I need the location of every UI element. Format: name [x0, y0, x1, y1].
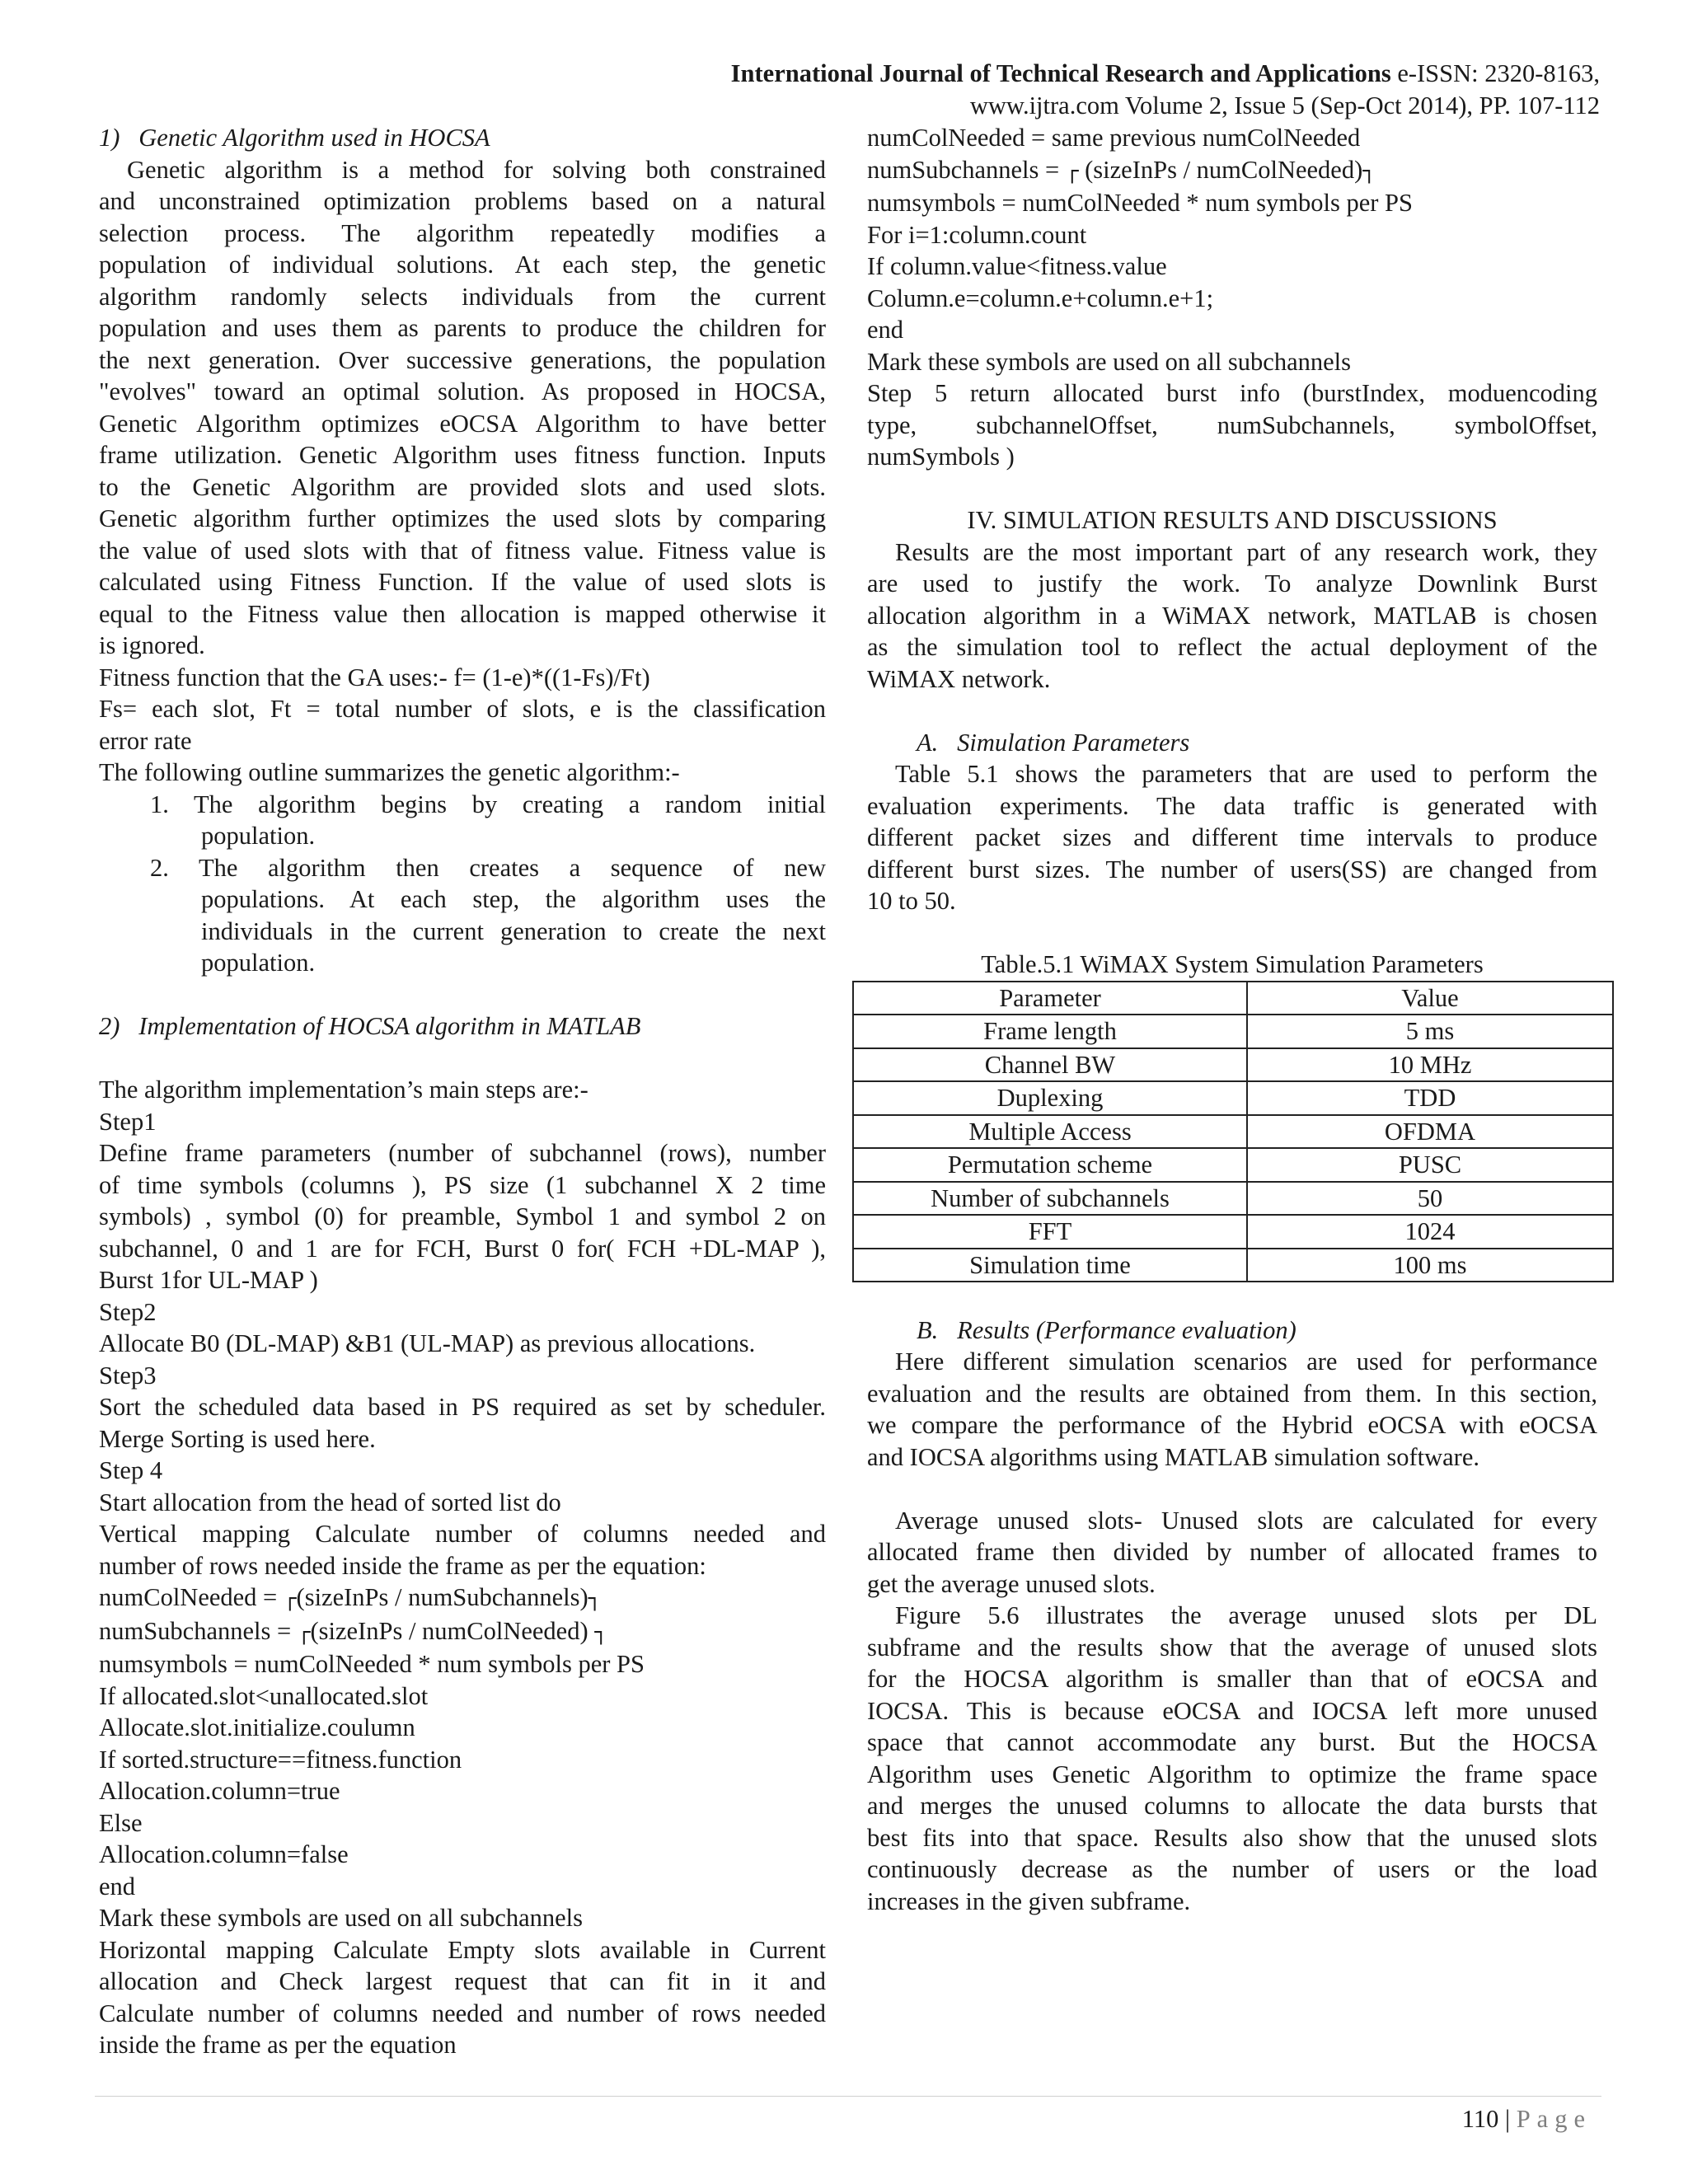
table-cell: 5 ms	[1247, 1015, 1613, 1048]
ga-line: selection process. The algorithm repeatedly modifies a	[99, 218, 826, 247]
fig-line: subframe and the results show that the average of unused slots	[867, 1633, 1597, 1661]
ceil-open-icon: ┌	[297, 1619, 311, 1645]
step3-line: Merge Sorting is used here.	[99, 1424, 376, 1453]
ga-line: to the Genetic Algorithm are provided slots and used slots.	[99, 472, 826, 501]
parameters-table	[852, 981, 1614, 1283]
subA-line: different packet sizes and different time intervals to produce	[867, 823, 1597, 851]
step1-line: Burst 1for UL-MAP )	[99, 1266, 318, 1294]
step5-line: numSymbols )	[867, 443, 1015, 471]
sec4-line: WiMAX network.	[867, 664, 1051, 693]
equation-rhs: (sizeInPs / numSubchannels)	[296, 1583, 588, 1611]
equation-lhs: numSubchannels =	[99, 1616, 298, 1645]
code-line: numColNeeded = same previous numColNeeded	[867, 124, 1361, 152]
step4-label: Step 4	[99, 1456, 163, 1484]
table-cell: Simulation time	[853, 1249, 1247, 1282]
ceil-close-icon: ┐	[588, 1586, 602, 1611]
code-line: Column.e=column.e+column.e+1;	[867, 284, 1214, 312]
vertical-mapping-line: number of rows needed inside the frame as per the equation:	[99, 1551, 706, 1580]
step5-line: Step 5 return allocated burst info (burstIndex, moduencoding	[867, 379, 1597, 407]
fig-line: space that cannot accommodate any burst. But the HOCSA	[867, 1728, 1597, 1756]
vertical-mapping-line: Vertical mapping Calculate number of columns needed and	[99, 1520, 826, 1548]
step1-line: symbols) , symbol (0) for preamble, Symbol 1 and symbol 2 on	[99, 1202, 826, 1230]
header-line-2: www.ijtra.com Volume 2, Issue 5 (Sep-Oct 2014), PP. 107-112	[969, 91, 1600, 120]
fig-line: IOCSA. This is because eOCSA and IOCSA left more unused	[867, 1696, 1597, 1725]
fig-line: Algorithm uses Genetic Algorithm to optimize the frame space	[867, 1760, 1597, 1788]
avg-line: allocated frame then divided by number of allocated frames to	[867, 1538, 1597, 1566]
subB-line: and IOCSA algorithms using MATLAB simulation software.	[867, 1442, 1479, 1471]
subsection-heading-a: A. Simulation Parameters	[917, 728, 1190, 757]
table-row	[853, 1249, 1613, 1282]
page-header	[731, 58, 1600, 121]
list-number: 2.	[150, 853, 169, 882]
table-cell: Number of subchannels	[853, 1182, 1247, 1216]
ga-line: Genetic Algorithm optimizes eOCSA Algorithm to have better	[99, 409, 826, 438]
fs-definition: Fs= each slot, Ft = total number of slots, e is the classification	[99, 695, 826, 723]
ga-line: frame utilization. Genetic Algorithm uses fitness function. Inputs	[99, 441, 826, 469]
fig-line: Figure 5.6 illustrates the average unused slots per DL	[895, 1601, 1597, 1629]
page-number: 110 |	[1461, 2105, 1517, 2133]
code-line: Mark these symbols are used on all subchannels	[99, 1904, 583, 1932]
step2-label: Step2	[99, 1297, 157, 1326]
subA-line: evaluation experiments. The data traffic is generated with	[867, 791, 1597, 820]
list-text: The algorithm then creates a sequence of new	[198, 853, 826, 882]
ga-line: and unconstrained optimization problems based on a natural	[99, 187, 826, 215]
table-caption: Table.5.1 WiMAX System Simulation Parameters	[981, 950, 1484, 978]
table-cell: 10 MHz	[1247, 1048, 1613, 1082]
code-line: numsymbols = numColNeeded * num symbols per PS	[99, 1650, 645, 1678]
ceil-close-icon: ┐	[594, 1619, 607, 1645]
code-line: end	[99, 1872, 136, 1900]
ga-line: calculated using Fitness Function. If the value of used slots is	[99, 568, 826, 596]
equation-lhs: numSubchannels =	[867, 155, 1066, 184]
sec4-line: as the simulation tool to reflect the actual deployment of the	[867, 633, 1597, 661]
step3-label: Step3	[99, 1361, 157, 1390]
ga-line: Genetic algorithm is a method for solving both constrained	[127, 155, 826, 184]
header-line-1	[731, 58, 1600, 90]
subB-line: evaluation and the results are obtained from them. In this section,	[867, 1379, 1597, 1408]
ceil-open-icon: ┌	[283, 1586, 297, 1611]
fig-line: for the HOCSA algorithm is smaller than that of eOCSA and	[867, 1665, 1597, 1693]
sec4-line: allocation algorithm in a WiMAX network, MATLAB is chosen	[867, 601, 1597, 630]
table-cell: Frame length	[853, 1015, 1247, 1048]
horizontal-mapping-line: Horizontal mapping Calculate Empty slots available in Current	[99, 1935, 826, 1964]
table-cell: 100 ms	[1247, 1249, 1613, 1282]
fig-line: increases in the given subframe.	[867, 1886, 1191, 1915]
list-item-cont: individuals in the current generation to create the next	[201, 916, 826, 945]
fig-line: continuously decrease as the number of users or the load	[867, 1855, 1597, 1883]
table-cell: Permutation scheme	[853, 1148, 1247, 1182]
list-text: The algorithm begins by creating a random initial	[194, 790, 827, 818]
list-item-cont: population.	[201, 822, 316, 850]
ga-steps-list	[99, 789, 826, 979]
section-heading-iv: IV. SIMULATION RESULTS AND DISCUSSIONS	[967, 506, 1498, 534]
subB-line: we compare the performance of the Hybrid eOCSA with eOCSA	[867, 1411, 1597, 1439]
sec4-line: are used to justify the work. To analyze Downlink Burst	[867, 569, 1597, 598]
step1-line: subchannel, 0 and 1 are for FCH, Burst 0 for( FCH +DL-MAP ),	[99, 1234, 826, 1263]
left-column	[99, 122, 826, 2061]
table-row	[853, 1148, 1613, 1182]
ga-line: "evolves" toward an optimal solution. As proposed in HOCSA,	[99, 377, 826, 405]
table-row	[853, 1015, 1613, 1048]
step4-start: Start allocation from the head of sorted list do	[99, 1488, 561, 1516]
table-header-cell: Parameter	[853, 982, 1247, 1015]
ga-paragraph	[99, 154, 826, 662]
code-line: Mark these symbols are used on all subchannels	[867, 347, 1351, 376]
table-row	[853, 1048, 1613, 1082]
table-header-row	[853, 982, 1613, 1015]
journal-title: International Journal of Technical Research and Applications	[730, 59, 1391, 87]
avg-line: get the average unused slots.	[867, 1569, 1156, 1598]
footer-divider	[95, 2096, 1601, 2097]
table-cell: PUSC	[1247, 1148, 1613, 1182]
ga-line: the next generation. Over successive generations, the population	[99, 345, 826, 374]
ga-line: is ignored.	[99, 631, 205, 659]
table-row	[853, 1182, 1613, 1216]
subsection-heading-b: B. Results (Performance evaluation)	[917, 1315, 1296, 1344]
table-cell: 50	[1247, 1182, 1613, 1216]
code-line: Allocate.slot.initialize.coulumn	[99, 1713, 415, 1741]
page-word: Page	[1516, 2105, 1592, 2133]
table-row	[853, 1115, 1613, 1149]
table-header-cell: Value	[1247, 982, 1613, 1015]
ceil-close-icon: ┐	[1362, 158, 1376, 184]
table-cell: Channel BW	[853, 1048, 1247, 1082]
ga-line: Genetic algorithm further optimizes the used slots by comparing	[99, 504, 826, 532]
list-item-cont: populations. At each step, the algorithm uses the	[201, 885, 826, 913]
step2-text: Allocate B0 (DL-MAP) &B1 (UL-MAP) as previous allocations.	[99, 1329, 756, 1357]
horizontal-mapping-line: Calculate number of columns needed and number of rows needed	[99, 1999, 826, 2027]
list-number: 1.	[150, 790, 169, 818]
subA-line: 10 to 50.	[867, 887, 956, 915]
subB-line: Here different simulation scenarios are used for performance	[895, 1347, 1597, 1376]
step3-line: Sort the scheduled data based in PS required as set by scheduler.	[99, 1393, 826, 1421]
table-row	[853, 1215, 1613, 1249]
page-footer	[1462, 2103, 1592, 2135]
ga-line: the value of used slots with that of fitness value. Fitness value is	[99, 536, 826, 565]
code-line: If sorted.structure==fitness.function	[99, 1745, 462, 1774]
equation-numsubchannels	[99, 1615, 826, 1649]
list-item	[99, 789, 826, 821]
ceil-open-icon: ┌	[1065, 158, 1079, 184]
code-line: Else	[99, 1808, 143, 1837]
table-cell: Multiple Access	[853, 1115, 1247, 1149]
subA-line: different burst sizes. The number of users(SS) are changed from	[867, 855, 1597, 883]
avg-line: Average unused slots- Unused slots are calculated for every	[895, 1506, 1597, 1535]
step1-line: of time symbols (columns ), PS size (1 subchannel X 2 time	[99, 1170, 826, 1199]
outline-intro: The following outline summarizes the genetic algorithm:-	[99, 758, 680, 786]
subA-line: Table 5.1 shows the parameters that are used to perform the	[895, 760, 1597, 788]
step5-line: type, subchannelOffset, numSubchannels, symbolOffset,	[867, 410, 1597, 439]
code-line: Allocation.column=false	[99, 1840, 349, 1868]
equation-lhs: numColNeeded =	[99, 1583, 284, 1611]
impl-intro: The algorithm implementation’s main steps are:-	[99, 1076, 588, 1104]
code-line: If allocated.slot<unallocated.slot	[99, 1681, 429, 1710]
ga-line: equal to the Fitness value then allocation is mapped otherwise it	[99, 599, 826, 628]
fig-line: best fits into that space. Results also show that the unused slots	[867, 1823, 1597, 1852]
horizontal-mapping-line: allocation and Check largest request that can fit in it and	[99, 1967, 826, 1995]
table-cell: Duplexing	[853, 1081, 1247, 1115]
code-line: end	[867, 316, 904, 344]
table-cell: OFDMA	[1247, 1115, 1613, 1149]
ga-line: population of individual solutions. At each step, the genetic	[99, 251, 826, 279]
equation-numsubchannels	[867, 154, 1597, 188]
list-item	[99, 852, 826, 884]
fitness-function: Fitness function that the GA uses:- f= (1-e)*((1-Fs)/Ft)	[99, 663, 650, 691]
code-line: For i=1:column.count	[867, 220, 1087, 249]
issn: e-ISSN: 2320-8163,	[1390, 59, 1600, 87]
equation-rhs: (sizeInPs / numColNeeded)	[310, 1616, 595, 1645]
step1-line: Define frame parameters (number of subchannel (rows), number	[99, 1139, 826, 1167]
fs-definition-cont: error rate	[99, 726, 192, 755]
code-line: numsymbols = numColNeeded * num symbols per PS	[867, 189, 1413, 217]
equation-numcolneeded	[99, 1582, 826, 1615]
equation-rhs: (sizeInPs / numColNeeded)	[1078, 155, 1363, 184]
ga-heading: 1) Genetic Algorithm used in HOCSA	[99, 124, 490, 152]
fig-line: and merges the unused columns to allocate the data bursts that	[867, 1792, 1597, 1820]
table-row	[853, 1081, 1613, 1115]
ga-line: algorithm randomly selects individuals from the current	[99, 282, 826, 311]
horizontal-mapping-line: inside the frame as per the equation	[99, 2031, 457, 2059]
step1-label: Step1	[99, 1107, 157, 1136]
table-cell: FFT	[853, 1215, 1247, 1249]
code-line: If column.value<fitness.value	[867, 252, 1167, 280]
code-line: Allocation.column=true	[99, 1777, 340, 1805]
list-item-cont: population.	[201, 949, 316, 977]
impl-heading: 2) Implementation of HOCSA algorithm in MATLAB	[99, 1012, 641, 1040]
table-cell: 1024	[1247, 1215, 1613, 1249]
ga-line: population and uses them as parents to produce the children for	[99, 314, 826, 342]
sec4-line: Results are the most important part of any research work, they	[895, 537, 1597, 566]
table-cell: TDD	[1247, 1081, 1613, 1115]
right-column	[867, 122, 1597, 1917]
